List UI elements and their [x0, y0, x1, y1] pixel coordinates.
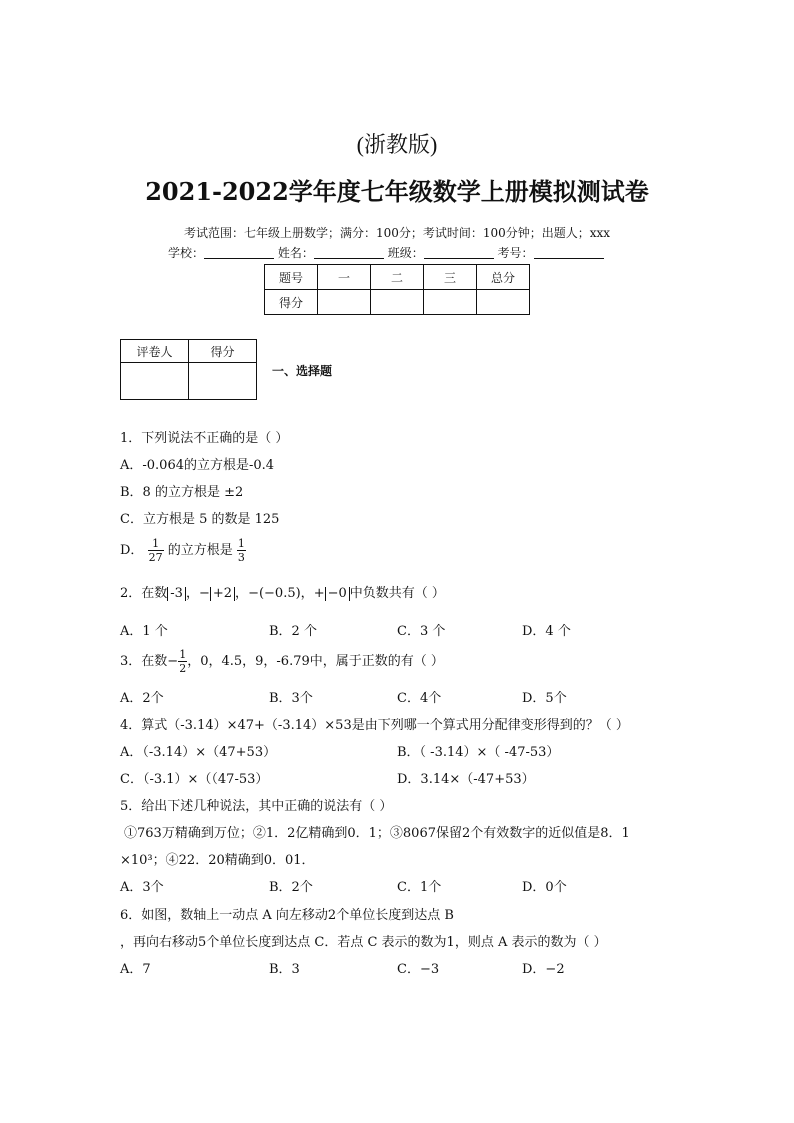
plus-sign: +	[313, 586, 325, 601]
q2-stem	[120, 582, 445, 601]
exam-info: 考试范围：七年级上册数学；满分：100分；考试时间：100分钟；出题人；xxx	[183, 226, 611, 240]
denominator: 27	[148, 551, 163, 564]
grader-table	[120, 339, 257, 400]
score-cell: 总分	[477, 265, 530, 290]
name-label: 姓名：	[277, 246, 314, 260]
separator: ，	[185, 586, 199, 601]
q5-option-d: D．0个	[522, 880, 567, 895]
q3-stem-pre: 3．在数	[120, 654, 168, 669]
q6-option-a: A．7	[120, 962, 151, 977]
minus-sign: −	[167, 654, 179, 669]
q6-stem-line2: ，再向右移动5个单位长度到达点 C．若点 C 表示的数为1，则点 A 表示的数为（ ）	[120, 935, 607, 950]
score-blank-cell	[477, 290, 530, 315]
q1-d-mid: 的立方根是	[167, 543, 233, 558]
score-cell: 三	[424, 265, 477, 290]
grader-header-row	[121, 340, 257, 363]
exam-title: 2021-2022学年度七年级数学上册模拟测试卷	[145, 177, 649, 206]
score-table-header-row	[265, 265, 530, 290]
numerator: 1	[179, 648, 187, 661]
score-blank-cell	[318, 290, 371, 315]
q2-stem-pre: 2．在数	[120, 586, 168, 601]
separator: ，	[300, 586, 314, 601]
class-label: 班级：	[387, 246, 424, 260]
section-title: 一、选择题	[272, 364, 333, 378]
q6-stem-line1: 6．如图，数轴上一动点 A 向左移动2个单位长度到达点 B	[120, 908, 454, 923]
q5-option-b: B．2个	[269, 880, 313, 895]
abs-value: +2	[210, 587, 235, 601]
q5-statement-line1: ①763万精确到万位；②1．2亿精确到0．1；③8067保留2个有效数字的近似值是8．1	[124, 826, 630, 841]
q1-d-prefix: D．	[120, 543, 144, 558]
q1-option-d	[120, 537, 246, 564]
abs-value: -3	[167, 587, 186, 601]
q6-option-c: C．−3	[397, 962, 440, 977]
number-blank	[534, 246, 604, 259]
q2-option-b: B．2 个	[269, 624, 317, 639]
q1-option-b: B．8 的立方根是 ±2	[120, 485, 244, 500]
name-blank	[314, 246, 384, 259]
number-label: 考号：	[497, 246, 534, 260]
q5-option-a: A．3个	[120, 880, 164, 895]
minus-sign: −	[198, 586, 210, 601]
school-label: 学校：	[168, 246, 205, 260]
q5-statement-line2: ×10³；④22．20精确到0．01．	[120, 853, 315, 868]
denominator: 2	[179, 662, 187, 675]
q3-stem	[120, 648, 444, 675]
q4-option-b: B．（ -3.14）×（ -47-53）	[397, 745, 560, 760]
q5-option-c: C．1个	[397, 880, 442, 895]
fraction	[178, 648, 187, 675]
q3-option-c: C．4个	[397, 691, 442, 706]
q3-option-a: A．2个	[120, 691, 164, 706]
expression: −(−0.5)	[248, 586, 301, 601]
student-fields	[168, 244, 604, 261]
q2-option-c: C．3 个	[397, 624, 446, 639]
q3-option-b: B．3个	[269, 691, 313, 706]
q4-stem: 4．算式（-3.14）×47+（-3.14）×53是由下列哪一个算式用分配律变形得到的？（ ）	[120, 718, 629, 733]
grader-label: 评卷人	[121, 340, 189, 363]
q2-stem-post: 中负数共有（ ）	[349, 586, 445, 601]
denominator: 3	[237, 551, 245, 564]
grader-score-label: 得分	[189, 340, 257, 363]
abs-value: −0	[325, 587, 350, 601]
q2-option-d: D．4 个	[522, 624, 571, 639]
score-cell: 得分	[265, 290, 318, 315]
q1-stem: 1．下列说法不正确的是（ ）	[120, 431, 289, 446]
score-blank-cell	[371, 290, 424, 315]
score-cell: 二	[371, 265, 424, 290]
score-cell: 题号	[265, 265, 318, 290]
separator: ，	[235, 586, 249, 601]
q6-option-d: D．−2	[522, 962, 565, 977]
q5-stem: 5．给出下述几种说法，其中正确的说法有（ ）	[120, 799, 393, 814]
grader-blank-cell	[121, 363, 189, 400]
fraction	[237, 537, 246, 564]
class-blank	[424, 246, 494, 259]
numerator: 1	[237, 537, 245, 550]
q6-option-b: B．3	[269, 962, 300, 977]
q3-option-d: D．5个	[522, 691, 567, 706]
numerator: 1	[148, 537, 164, 551]
grader-blank-cell	[189, 363, 257, 400]
score-blank-cell	[424, 290, 477, 315]
q4-option-a: A．（-3.14）×（47+53）	[120, 745, 277, 760]
fraction	[148, 537, 164, 564]
q1-option-a: A．-0.064的立方根是-0.4	[120, 458, 275, 473]
score-table	[264, 264, 530, 315]
school-blank	[204, 246, 274, 259]
edition-label: (浙教版)	[356, 132, 438, 157]
q1-option-c: C．立方根是 5 的数是 125	[120, 512, 280, 527]
grader-blank-row	[121, 363, 257, 400]
q2-option-a: A．1 个	[120, 624, 168, 639]
q4-option-d: D．3.14×（-47+53）	[397, 772, 535, 787]
score-table-score-row	[265, 290, 530, 315]
q3-stem-post: ，0，4.5，9，-6.79中，属于正数的有（ ）	[187, 654, 444, 669]
q4-option-c: C．（-3.1）×（（47-53）	[120, 772, 269, 787]
score-cell: 一	[318, 265, 371, 290]
